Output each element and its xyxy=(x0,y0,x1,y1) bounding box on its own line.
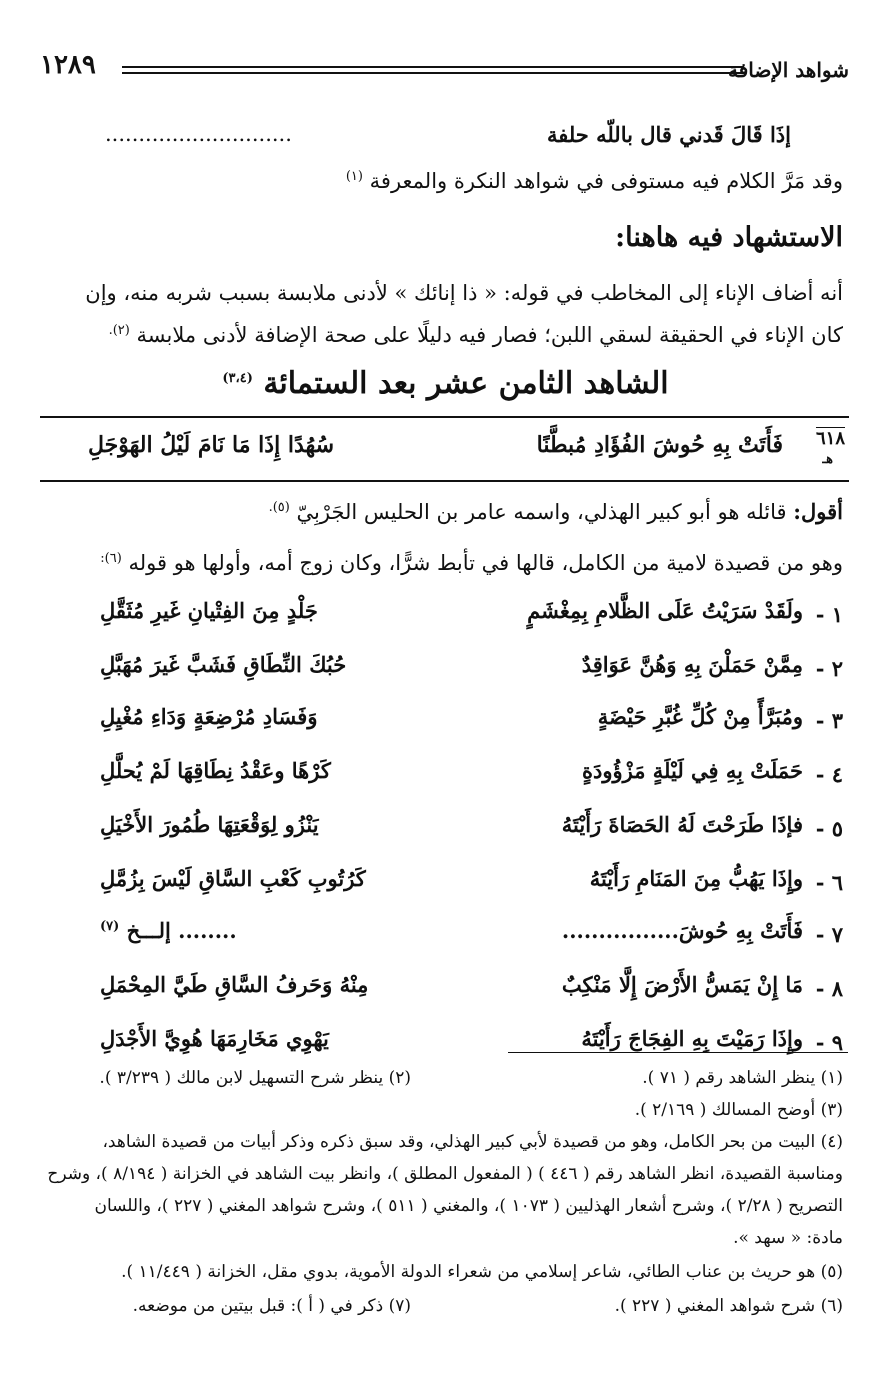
main-verse-number: ٦١٨ xyxy=(815,428,845,449)
attribution-label: أقول: xyxy=(793,499,843,524)
attribution-line-1-text: قائله هو أبو كبير الهذلي، واسمه عامر بن الحليس الجَرْبِيّ xyxy=(296,500,787,524)
verse-box-top-rule xyxy=(40,416,849,418)
poem-line-number: ٥ - xyxy=(815,816,843,841)
footnote-separator xyxy=(508,1052,848,1053)
poem-hemistich-1: ومُبَرَّأً مِنْ كُلِّ غُبَّرِ حَيْضَةٍ xyxy=(597,704,803,729)
poem-hemistich-1: ولَقَدْ سَرَيْتُ عَلَى الظَّلامِ بِمِغْشَمٍ xyxy=(527,598,803,623)
footnote-7: (٧) ذكر في ( أ ): قبل بيتين من موضعه. xyxy=(132,1296,411,1316)
footnote-4-line-3: التصريح ( ٢/٢٨ )، وشرح أشعار الهذليين ( ١٠٧٣ )، والمغني ( ٥١١ )، وشرح شواهد المغني ( ٢٢٧ )، واللسان xyxy=(94,1196,843,1216)
main-verse-hemistich-1: فَأَتَتْ بِهِ حُوشَ الفُؤَادِ مُبطَّنًا xyxy=(536,432,783,458)
footnote-4-line-4: مادة: « سهد ». xyxy=(733,1228,843,1248)
poem-hemistich-2: جَلْدٍ مِنَ الفِتْيانِ غَيرِ مُثَقَّلِ xyxy=(100,598,318,623)
main-verse-marker: هـ xyxy=(822,452,833,467)
poem-hemistich-1: فَأَتَتْ بِهِ حُوشَ................ xyxy=(561,918,803,943)
explanation-line-1: أنه أضاف الإناء إلى المخاطب في قوله: « ذا إنائك » لأدنى ملابسة بسبب شربه منه، وإن xyxy=(85,281,843,305)
poem-line-number: ٧ - xyxy=(815,922,843,947)
footnote-ref-5[interactable]: (٥). xyxy=(268,500,290,515)
poem-line-number: ٩ - xyxy=(815,1030,843,1055)
poem-line-number: ٣ - xyxy=(815,708,843,733)
footnote-2: (٢) ينظر شرح التسهيل لابن مالك ( ٣/٢٣٩ ). xyxy=(99,1068,411,1088)
explanation-line-2 xyxy=(40,320,843,352)
poem-line-number: ٨ - xyxy=(815,976,843,1001)
page-number: ١٢٨٩ xyxy=(40,50,96,80)
footnote-3: (٣) أوضح المسالك ( ٢/١٦٩ ). xyxy=(634,1100,843,1120)
footnote-ref-6[interactable]: (٦): xyxy=(100,551,122,566)
poem-hemistich-1: حَمَلَتْ بِهِ فِي لَيْلَةٍ مَزْؤُودَةٍ xyxy=(581,758,803,783)
poem-hemistich-1: وإِذَا يَهُبُّ مِنَ المَنَامِ رَأَيْتَهُ xyxy=(589,866,803,891)
poem-line-number: ٤ - xyxy=(815,762,843,787)
poem-hemistich-2: مِنْهُ وَحَرفُ السَّاقِ طَيَّ المِحْمَلِ xyxy=(100,972,369,997)
poem-hemistich-2: كَرُتُوبِ كَعْبِ السَّاقِ لَيْسَ بِزُمَّلِ xyxy=(100,866,366,891)
reference-paragraph xyxy=(40,166,843,198)
poem-line-number: ١ - xyxy=(815,602,843,627)
poem-hemistich-2: كَرْهًا وعَقْدُ نِطَاقِهَا لَمْ يُحلَّلِ xyxy=(100,758,331,783)
poem-hemistich-2: يَهْوِي مَخَارِمَهَا هُوِيَّ الأَجْدَلِ xyxy=(100,1026,329,1051)
poem-hemistich-1: فإذَا طَرَحْتَ لَهُ الحَصَاةَ رَأَيْتَهُ xyxy=(561,812,803,837)
attribution-line-2-text: وهو من قصيدة لامية من الكامل، قالها في تأبط شرًّا، وكان زوج أمه، وأولها هو قوله xyxy=(128,551,843,575)
footnote-6: (٦) شرح شواهد المغني ( ٢٢٧ ). xyxy=(614,1296,843,1316)
footnote-ref-3-4[interactable]: (٣،٤) xyxy=(222,371,253,386)
witness-heading-text: الشاهد الثامن عشر بعد الستمائة xyxy=(263,366,669,401)
explanation-line-2-text: كان الإناء في الحقيقة لسقي اللبن؛ فصار فيه دليلًا على صحة الإضافة لأدنى ملابسة xyxy=(136,323,843,347)
header-rule-bottom xyxy=(122,72,744,74)
poem-hemistich-1: مِمَّنْ حَمَلْنَ بِهِ وَهُنَّ عَوَاقِدٌ xyxy=(581,652,803,677)
footnote-5: (٥) هو حريث بن عناب الطائي، شاعر إسلامي من شعراء الدولة الأموية، بدوي مقل، الخزانة ( ١١/٤٤٩ ). xyxy=(121,1262,843,1282)
reference-text: وقد مَرَّ الكلام فيه مستوفى في شواهد النكرة والمعرفة xyxy=(369,169,843,193)
verse-box-bottom-rule xyxy=(40,480,849,482)
attribution-line-1 xyxy=(40,496,843,529)
poem-hemistich-2: وَفَسَادِ مُرْضِعَةٍ وَدَاءِ مُغْيِلِ xyxy=(100,704,318,729)
header-rule-top xyxy=(122,66,744,68)
poem-hemistich-2-text: ........ إلـــخ xyxy=(126,918,237,943)
witness-heading xyxy=(0,366,891,401)
poem-hemistich-2: حُبُكَ النِّطَاقِ فَشَبَّ غَيرَ مُهَبَّلِ xyxy=(100,652,347,677)
running-header-title: شواهد الإضافة xyxy=(728,58,849,82)
footnote-4-line-2: ومناسبة القصيدة، انظر الشاهد رقم ( ٤٤٦ ) ( المفعول المطلق )، وانظر بيت الشاهد في الخزانة ( ٨/١٩٤ )، وشرح xyxy=(47,1164,843,1184)
poem-hemistich-2: يَنْزُو لِوَقْعَتِهَا طُمُورَ الأَخْيَلِ xyxy=(100,812,319,837)
footnote-ref-2[interactable]: (٢). xyxy=(108,323,130,338)
section-heading: الاستشهاد فيه هاهنا: xyxy=(615,222,843,253)
footnote-4-line-1: (٤) البيت من بحر الكامل، وهو من قصيدة لأبي كبير الهذلي، وقد سبق ذكره وذكر أبيات من قصيدة الشاهد، xyxy=(102,1132,843,1152)
poem-hemistich-2 xyxy=(100,918,237,943)
poem-hemistich-1: مَا إِنْ يَمَسُّ الأَرْضَ إِلَّا مَنْكِبٌ xyxy=(561,972,803,997)
poem-hemistich-1: وإِذَا رَمَيْتَ بِهِ الفِجَاجَ رَأَيْتَهُ xyxy=(581,1026,803,1051)
footnote-1: (١) ينظر الشاهد رقم ( ٧١ ). xyxy=(642,1068,843,1088)
poem-line-number: ٢ - xyxy=(815,656,843,681)
top-verse-text: إذَا قَالَ قَدني قال باللّه حلفة xyxy=(546,122,791,147)
top-verse-dots: ............................ xyxy=(105,122,292,146)
footnote-ref-7[interactable]: (٧) xyxy=(100,919,120,934)
attribution-line-2 xyxy=(40,548,843,580)
main-verse-hemistich-2: سُهُدًا إِذَا مَا نَامَ لَيْلُ الهَوْجَلِ xyxy=(88,432,335,458)
footnote-ref-1[interactable]: (١) xyxy=(345,169,363,184)
poem-line-number: ٦ - xyxy=(815,870,843,895)
